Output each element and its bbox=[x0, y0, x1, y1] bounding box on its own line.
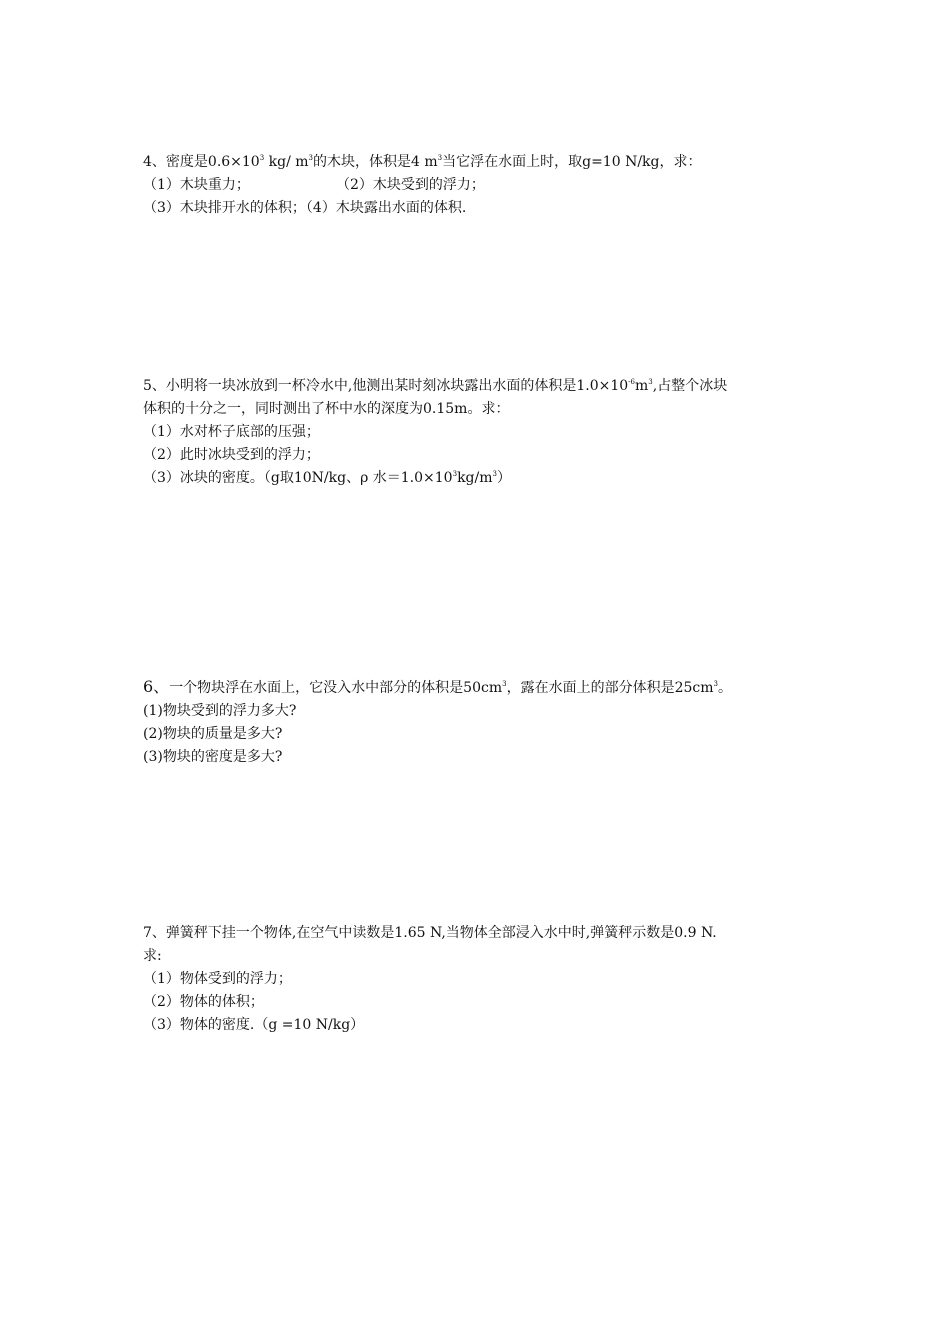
problem-number: 6、 bbox=[143, 677, 170, 696]
stem-text: m bbox=[635, 378, 649, 394]
stem-text: kg/ m bbox=[264, 154, 309, 170]
problem-6 bbox=[143, 675, 823, 769]
stem-text: 当它浮在水面上时，取g=10 N/kg，求： bbox=[442, 154, 702, 170]
problem-4-stem bbox=[143, 151, 823, 174]
stem-text: 一个物块浮在水面上，它没入水中部分的体积是50cm bbox=[169, 680, 503, 696]
question-1: （1）水对杯子底部的压强； bbox=[143, 424, 320, 440]
superscript: 3 bbox=[259, 154, 265, 162]
question-text: kg/m bbox=[457, 470, 493, 486]
stem-text: 。 bbox=[718, 680, 732, 696]
question-1: (1)物块受到的浮力多大? bbox=[143, 703, 297, 719]
problem-5-stem bbox=[143, 375, 823, 398]
problem-7 bbox=[143, 922, 823, 1037]
question-text: （3）冰块的密度。（g取10N/kg、ρ 水＝1.0×10 bbox=[143, 470, 453, 486]
question-3: (3)物块的密度是多大? bbox=[143, 749, 283, 765]
question-2: （2）木块受到的浮力； bbox=[336, 177, 485, 193]
superscript: 3 bbox=[648, 378, 653, 386]
stem-text: 4、密度是0.6×10 bbox=[143, 154, 260, 170]
superscript: 3 bbox=[713, 680, 718, 688]
stem-text: ，露在水面上的部分体积是25cm bbox=[506, 680, 714, 696]
question-2: (2)物块的质量是多大? bbox=[143, 726, 283, 742]
question-3: （3）物体的密度.（g =10 N/kg） bbox=[143, 1017, 365, 1033]
problem-5 bbox=[143, 375, 823, 490]
stem-text: ,占整个冰块 bbox=[652, 378, 728, 394]
problem-7-stem: 7、弹簧秤下挂一个物体,在空气中读数是1.65 N,当物体全部浸入水中时,弹簧秤示数是0.9 N. bbox=[143, 925, 717, 941]
question-3 bbox=[143, 467, 823, 490]
problem-6-stem bbox=[143, 675, 823, 700]
superscript: 3 bbox=[502, 680, 507, 688]
stem-text: 的木块，体积是4 m bbox=[313, 154, 438, 170]
superscript: 3 bbox=[492, 470, 497, 478]
superscript: -6 bbox=[628, 378, 635, 386]
question-1: （1）木块重力； bbox=[143, 177, 250, 193]
problem-4-questions-row bbox=[143, 174, 823, 197]
problem-7-stem-continued: 求: bbox=[143, 948, 162, 964]
superscript: 3 bbox=[437, 154, 443, 162]
question-text: ） bbox=[496, 470, 511, 486]
stem-text: 5、小明将一块冰放到一杯冷水中,他测出某时刻冰块露出水面的体积是1.0×10 bbox=[143, 378, 629, 394]
superscript: 3 bbox=[452, 470, 458, 478]
problem-4 bbox=[143, 151, 823, 220]
question-3-4: （3）木块排开水的体积；（4）木块露出水面的体积. bbox=[143, 200, 467, 216]
question-2: （2）此时冰块受到的浮力； bbox=[143, 447, 320, 463]
question-2: （2）物体的体积； bbox=[143, 994, 264, 1010]
question-1: （1）物体受到的浮力； bbox=[143, 971, 292, 987]
superscript: 3 bbox=[308, 154, 313, 162]
problem-5-stem-continued: 体积的十分之一，同时测出了杯中水的深度为0.15m。求： bbox=[143, 401, 510, 417]
